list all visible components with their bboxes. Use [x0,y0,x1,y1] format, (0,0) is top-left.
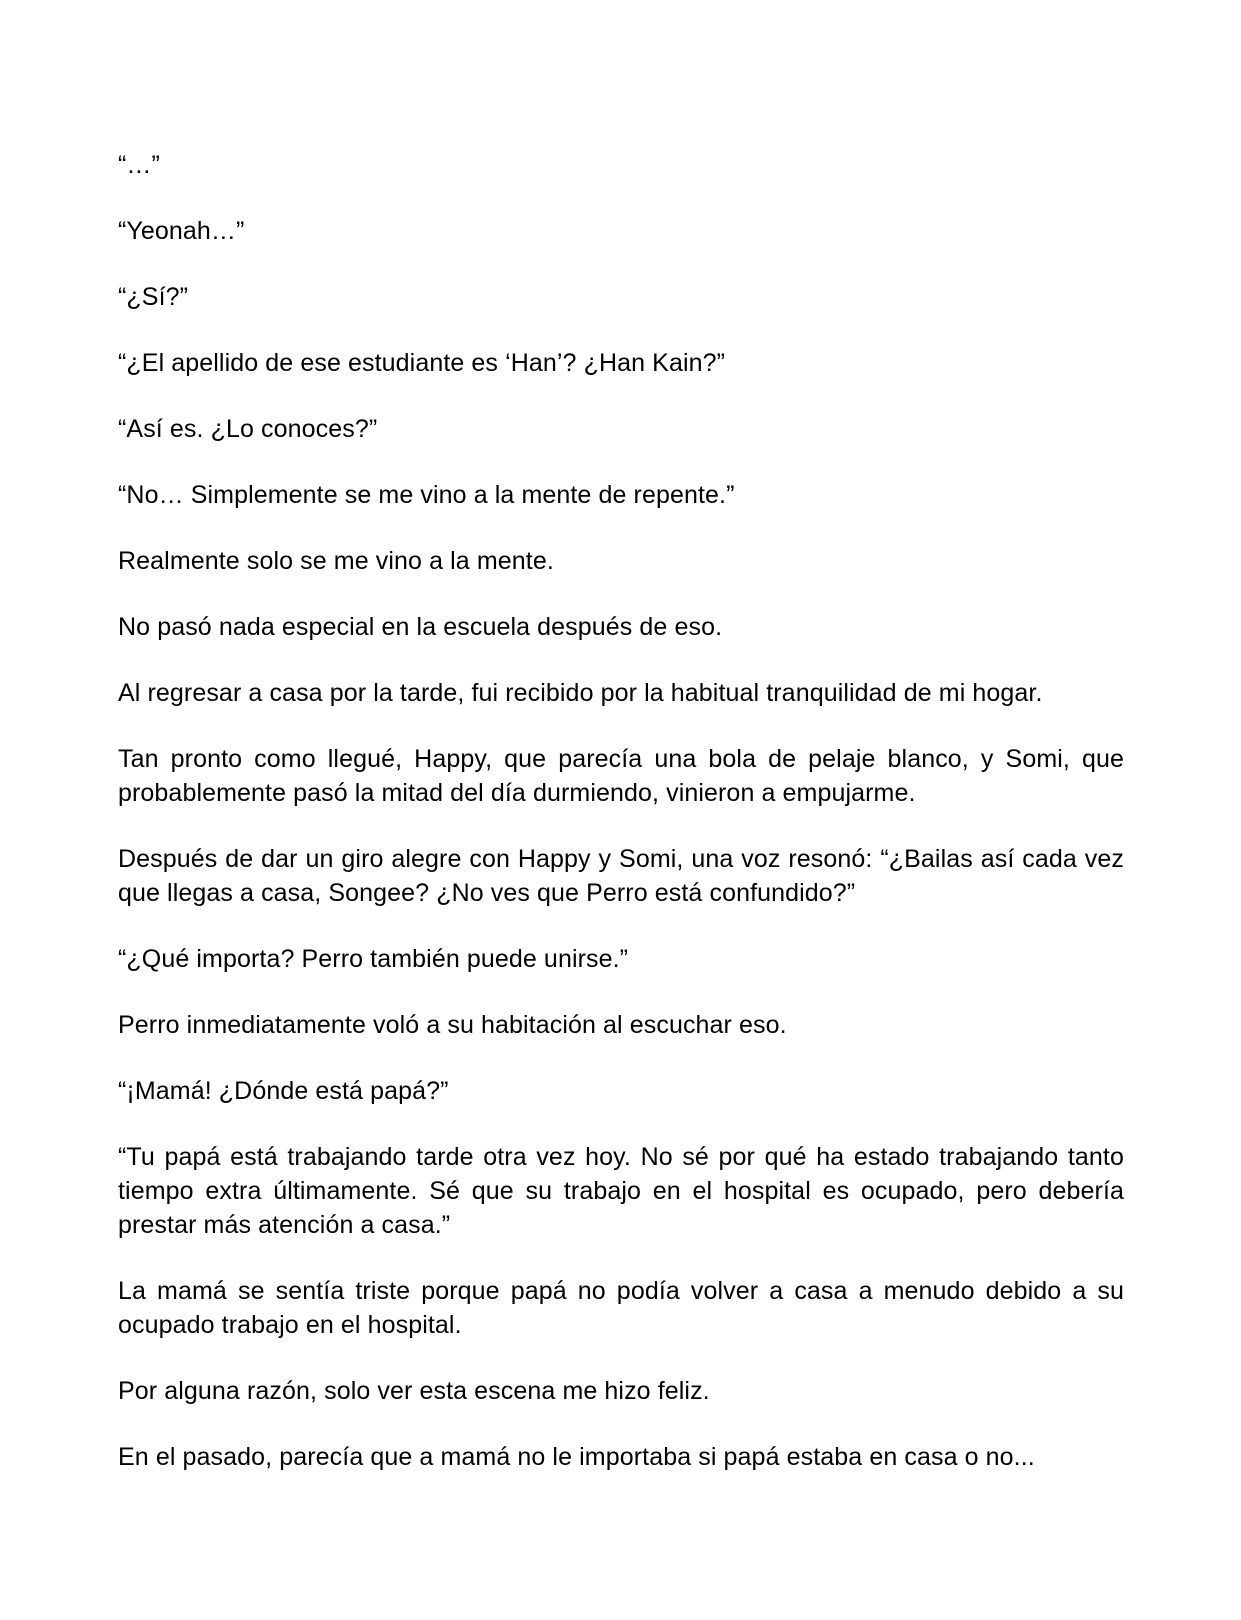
paragraph-1: “…” [118,151,160,179]
document-body [118,148,1124,1506]
paragraph-11: Después de dar un giro alegre con Happy y Somi, una voz resonó: “¿Bailas así cada vez que llegas a casa, Songee? ¿No ves que Perro está confundido?” [118,845,1124,907]
paragraph-14: “¡Mamá! ¿Dónde está papá?” [118,1077,449,1105]
paragraph-18: En el pasado, parecía que a mamá no le importaba si papá estaba en casa o no... [118,1443,1035,1471]
paragraph-12: “¿Qué importa? Perro también puede unirse.” [118,945,629,973]
paragraph-8: No pasó nada especial en la escuela después de eso. [118,613,723,641]
paragraph-4: “¿El apellido de ese estudiante es ‘Han’? ¿Han Kain?” [118,349,726,377]
paragraph-16: La mamá se sentía triste porque papá no podía volver a casa a menudo debido a su ocupado trabajo en el hospital. [118,1277,1124,1339]
paragraph-2: “Yeonah…” [118,217,245,245]
paragraph-15: “Tu papá está trabajando tarde otra vez hoy. No sé por qué ha estado trabajando tanto tiempo extra últimamente. Sé que su trabajo en el hospital es ocupado, pero debería prestar más atención a casa.” [118,1143,1124,1239]
paragraph-17: Por alguna razón, solo ver esta escena me hizo feliz. [118,1377,710,1405]
paragraph-10: Tan pronto como llegué, Happy, que parecía una bola de pelaje blanco, y Somi, que probablemente pasó la mitad del día durmiendo, vinieron a empujarme. [118,745,1124,807]
paragraph-13: Perro inmediatamente voló a su habitación al escuchar eso. [118,1011,787,1039]
paragraph-6: “No… Simplemente se me vino a la mente de repente.” [118,481,735,509]
paragraph-5: “Así es. ¿Lo conoces?” [118,415,378,443]
paragraph-3: “¿Sí?” [118,283,189,311]
paragraph-9: Al regresar a casa por la tarde, fui recibido por la habitual tranquilidad de mi hogar. [118,679,1043,707]
paragraph-7: Realmente solo se me vino a la mente. [118,547,554,575]
